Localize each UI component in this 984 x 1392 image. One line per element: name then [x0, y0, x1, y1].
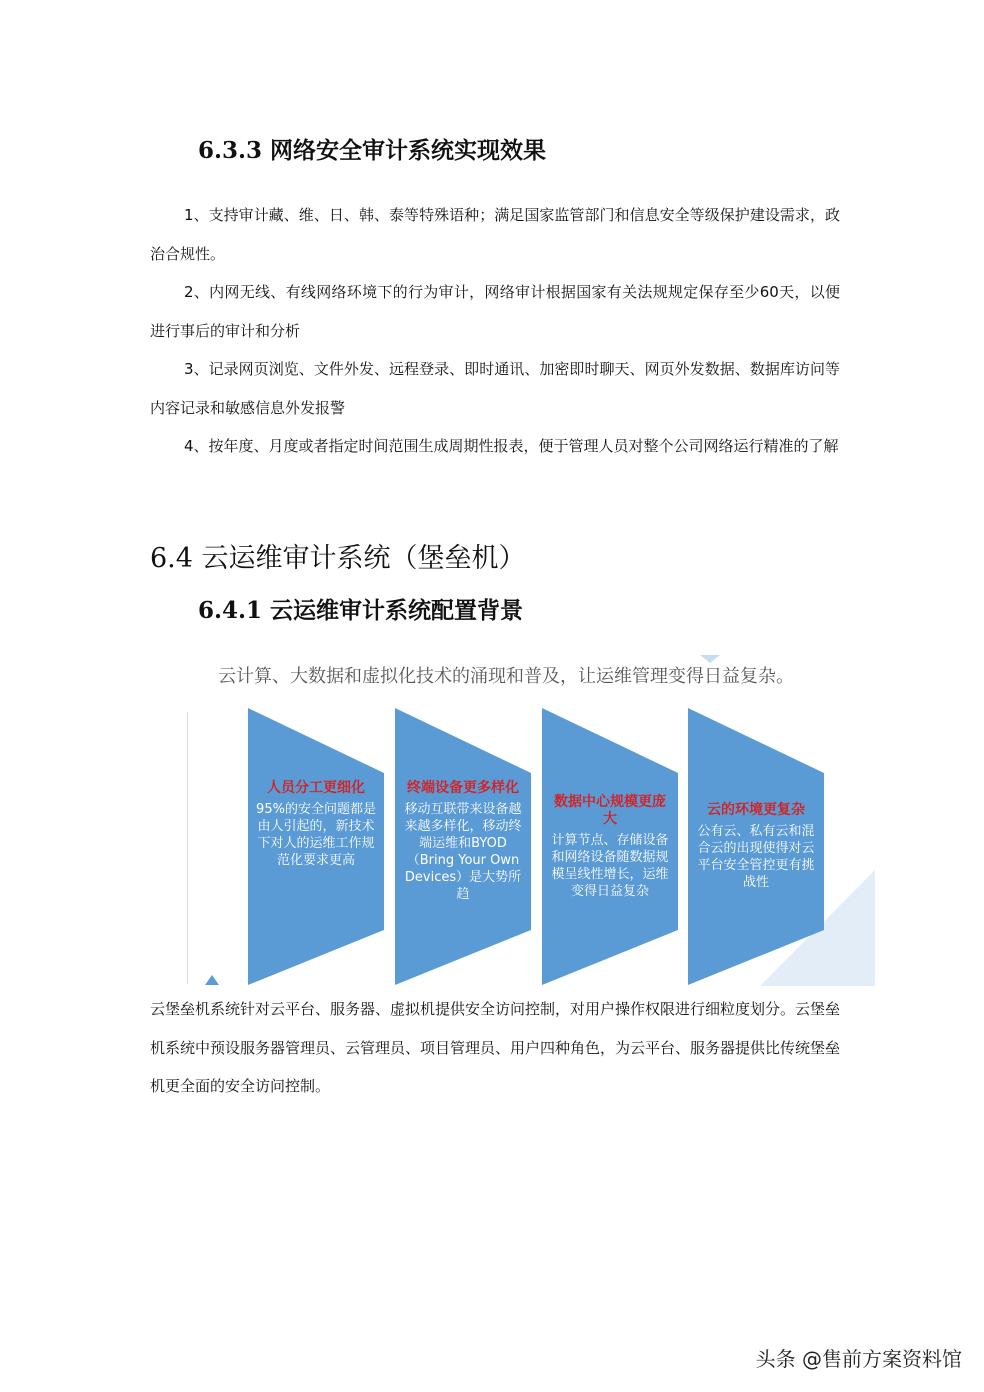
paragraph-3: 3、记录网页浏览、文件外发、远程登录、即时通讯、加密即时聊天、网页外发数据、数据库访问等内容记录和敏感信息外发报警	[150, 360, 840, 417]
heading-6-4: 6.4 云运维审计系统（堡垒机）	[150, 543, 526, 574]
decor-chevron-icon	[700, 655, 720, 665]
paragraph-4: 4、按年度、月度或者指定时间范围生成周期性报表，便于管理人员对整个公司网络运行精准的了解	[184, 437, 839, 455]
watermark-footer: 头条 @售前方案资料馆	[755, 1347, 962, 1371]
paragraph-bastion: 云堡垒机系统针对云平台、服务器、虚拟机提供安全访问控制，对用户操作权限进行细粒度划分。云堡垒机系统中预设服务器管理员、云管理员、项目管理员、用户四种角色，为云平台、服务器提供比传统堡垒机更全面的安全访问控制。	[150, 1000, 841, 1095]
figure-border	[187, 712, 188, 984]
paragraph-2: 2、内网无线、有线网络环境下的行为审计，网络审计根据国家有关法规规定保存至少60天，以便进行事后的审计和分析	[150, 283, 840, 340]
card-title: 人员分工更细化	[267, 780, 365, 796]
card-cloud	[688, 708, 824, 985]
paragraph-1: 1、支持审计藏、维、日、韩、泰等特殊语种；满足国家监管部门和信息安全等级保护建设需求，政治合规性。	[150, 206, 840, 263]
card-devices	[395, 708, 531, 985]
card-body: 公有云、私有云和混合云的出现使得对云平台安全管控更有挑战性	[697, 824, 815, 890]
card-title: 数据中心规模更庞大	[554, 794, 666, 827]
card-title: 终端设备更多样化	[407, 780, 519, 796]
heading-6-4-1: 6.4.1 云运维审计系统配置背景	[198, 597, 524, 624]
card-staff	[248, 708, 384, 985]
card-datacenter	[542, 708, 678, 985]
figure-caption: 云计算、大数据和虚拟化技术的涌现和普及，让运维管理变得日益复杂。	[218, 666, 794, 687]
card-title: 云的环境更复杂	[707, 802, 805, 818]
card-body: 计算节点、存储设备和网络设备随数据规模呈线性增长，运维变得日益复杂	[551, 833, 669, 899]
decor-small-triangle	[205, 975, 219, 985]
card-body: 95%的安全问题都是由人引起的，新技术下对人的运维工作规范化要求更高	[256, 802, 376, 868]
heading-6-3-3: 6.3.3 网络安全审计系统实现效果	[198, 137, 547, 164]
card-body: 移动互联带来设备越来越多样化，移动终端运维和BYOD（Bring Your Own Devices）是大势所趋	[404, 802, 522, 902]
